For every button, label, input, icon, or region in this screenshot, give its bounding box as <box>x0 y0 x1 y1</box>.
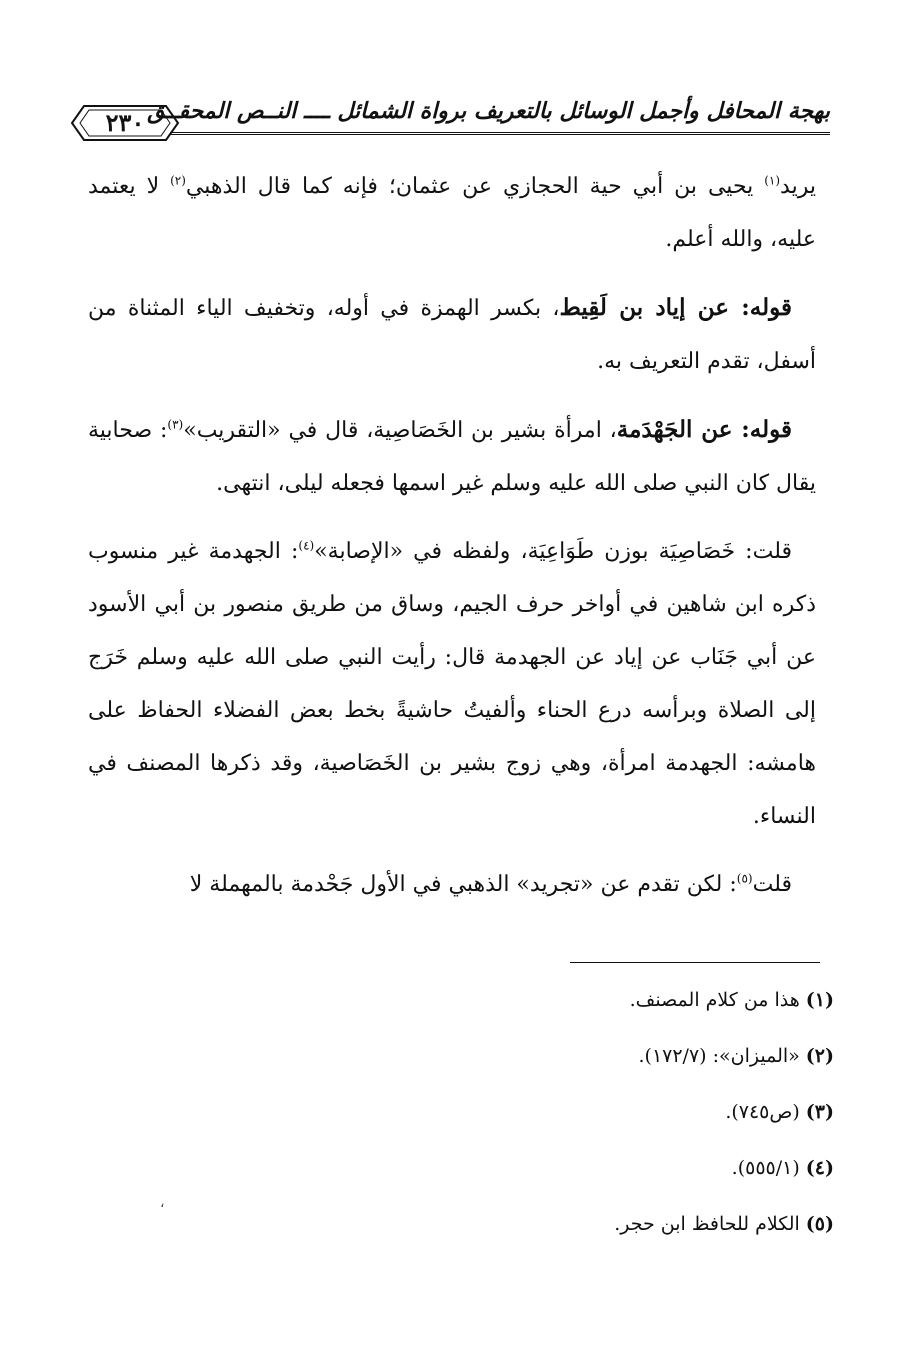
stray-mark: ، <box>160 1195 165 1211</box>
footnote-ref-5: (٥) <box>736 871 753 886</box>
footnote-text: (٥٥٥/١). <box>731 1157 800 1179</box>
footnote-3 <box>94 1084 834 1140</box>
paragraph-5 <box>88 858 816 911</box>
footnote-1 <box>94 972 834 1028</box>
paragraph-3 <box>88 403 816 510</box>
footnote-4 <box>94 1140 834 1196</box>
page-number: ٢٣٠ <box>105 108 145 137</box>
p2-text: ، بكسر الهمزة في أوله، وتخفيف الياء المثناة من أسفل، تقدم التعريف به. <box>88 296 816 374</box>
footnote-5 <box>94 1196 834 1252</box>
header-rule <box>170 132 830 135</box>
footnote-number: (٣) <box>805 1101 834 1123</box>
main-text <box>88 160 816 926</box>
footnote-ref-1: (١) <box>764 173 781 188</box>
footnote-text: هذا من كلام المصنف. <box>629 989 800 1011</box>
footnote-ref-4: (٤) <box>298 538 315 553</box>
p1-text-a: يريد <box>780 174 816 199</box>
paragraph-2 <box>88 281 816 388</box>
p1-text-c: لا يعتمد عليه، والله أعلم. <box>88 174 816 252</box>
p1-text-b: يحيى بن أبي حية الحجازي عن عثمان؛ فإنه كما قال الذهبي <box>185 174 765 199</box>
footnotes <box>94 972 834 1252</box>
p3-lead: قوله: عن الجَهْدَمة <box>616 416 793 443</box>
p4-text-b: : الجهدمة غير منسوب ذكره ابن شاهين في أواخر حرف الجيم، وساق من طريق منصور بن أبي الأسود عن أبي جَنَاب عن إياد عن الجهدمة قال: رأيت النبي صلى الله عليه وسلم خَرَج إلى الصلاة وبرأسه درع الحناء وألفيتُ حاشيةً بخط بعض الفضلاء الحفاظ على هامشه: الجهدمة امرأة، وهي زوج بشير بن الخَصَاصية، وقد ذكرها المصنف في النساء. <box>88 539 816 829</box>
paragraph-1 <box>88 160 816 266</box>
footnote-number: (١) <box>805 989 834 1011</box>
footnote-text: «الميزان»: (١٧٢/٧). <box>638 1045 800 1067</box>
footnote-separator <box>570 962 820 963</box>
footnote-2 <box>94 1028 834 1084</box>
p3-text-a: ، امرأة بشير بن الخَصَاصِية، قال في «التقريب» <box>183 418 617 443</box>
header-title: بهجة المحافل وأجمل الوسائل بالتعريف برواة الشمائل ــــ النــص المحقــق <box>147 98 830 124</box>
p3-text-b: : صحابية يقال كان النبي صلى الله عليه وسلم غير اسمها فجعله ليلى، انتهى. <box>88 418 816 496</box>
footnote-text: (ص٧٤٥). <box>725 1101 800 1123</box>
footnote-text: الكلام للحافظ ابن حجر. <box>614 1213 800 1235</box>
footnote-ref-3: (٣) <box>167 417 184 432</box>
footnote-number: (٢) <box>805 1045 834 1067</box>
p2-lead: قوله: عن إياد بن لَقِيط <box>559 294 792 321</box>
footnote-number: (٥) <box>805 1213 834 1235</box>
footnote-number: (٤) <box>805 1157 834 1179</box>
p4-text-a: قلت: خَصَاصِيَة بوزن طَوَاعِيَة، ولفظه في «الإصابة» <box>314 539 792 564</box>
footnote-ref-2: (٢) <box>170 173 186 188</box>
p5-text-b: : لكن تقدم عن «تجريد» الذهبي في الأول جَحْدمة بالمهملة لا <box>189 872 737 897</box>
running-header <box>70 92 830 152</box>
p5-text-a: قلت <box>752 872 792 897</box>
paragraph-4 <box>88 525 816 843</box>
